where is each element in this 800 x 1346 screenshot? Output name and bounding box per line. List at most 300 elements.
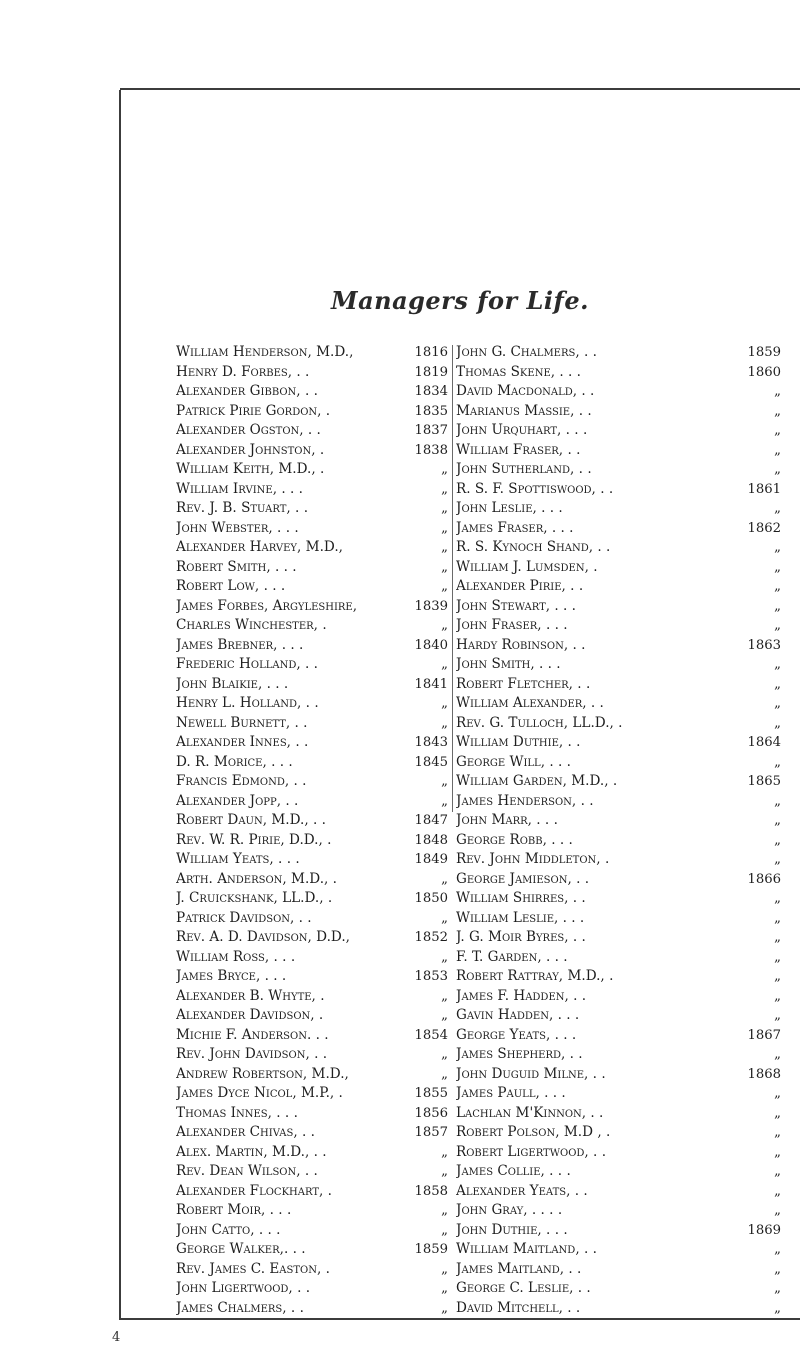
year-elected: „ <box>774 403 781 419</box>
year-elected: „ <box>774 1300 781 1316</box>
list-item <box>456 1201 781 1221</box>
year-elected: „ <box>441 774 448 789</box>
year-elected: „ <box>774 969 781 984</box>
page-title: Managers for Life. <box>331 286 589 315</box>
list-item <box>456 870 781 890</box>
manager-name: James Chalmers, . . <box>176 1299 304 1316</box>
year-elected: 1816 <box>414 345 448 360</box>
list-item <box>456 538 781 558</box>
list-item <box>456 909 781 929</box>
year-elected: 1845 <box>414 754 448 770</box>
list-item <box>176 792 448 812</box>
list-item <box>456 558 781 578</box>
year-elected: „ <box>774 813 781 828</box>
list-item <box>456 811 781 831</box>
manager-name: Frederic Holland, . . <box>176 656 318 672</box>
year-elected: 1867 <box>747 1027 781 1043</box>
year-elected: „ <box>774 1144 781 1160</box>
year-elected: „ <box>441 501 448 516</box>
manager-name: Andrew Robertson, M.D., <box>176 1065 349 1082</box>
year-elected: „ <box>441 910 448 926</box>
manager-name: Alexander Gibbon, . . <box>176 383 318 399</box>
list-item <box>176 675 448 695</box>
manager-name: Rev. J. B. Stuart, . . <box>176 500 309 516</box>
year-elected: „ <box>441 793 448 809</box>
list-item <box>176 1045 448 1065</box>
year-elected: „ <box>774 930 781 945</box>
list-item <box>176 714 448 734</box>
list-item <box>456 1104 781 1124</box>
list-item <box>176 753 448 773</box>
year-elected: „ <box>441 1222 448 1238</box>
manager-name: Michie F. Anderson. . . <box>176 1026 329 1043</box>
list-item <box>456 987 781 1007</box>
manager-name: John Gray, . . . . <box>456 1202 563 1218</box>
year-elected: „ <box>774 559 781 575</box>
manager-name: William Irvine, . . . <box>176 480 303 497</box>
manager-name: Marianus Massie, . . <box>456 402 592 419</box>
manager-name: Francis Edmond, . . <box>176 773 307 789</box>
manager-name: Robert Low, . . . <box>176 578 286 594</box>
manager-name: Henry L. Holland, . . <box>176 695 319 711</box>
year-elected: „ <box>774 384 781 399</box>
manager-name: James Bryce, . . . <box>176 968 287 984</box>
list-item <box>176 636 448 656</box>
manager-name: Rev. John Middleton, . <box>456 851 610 867</box>
year-elected: 1850 <box>414 891 448 906</box>
year-elected: „ <box>774 657 781 672</box>
manager-name: J. G. Moir Byres, . . <box>456 929 586 945</box>
year-elected: 1861 <box>747 481 781 497</box>
list-item <box>176 1006 448 1026</box>
list-item <box>456 519 781 539</box>
list-item <box>456 655 781 675</box>
list-item <box>456 577 781 597</box>
year-elected: 1857 <box>414 1125 448 1140</box>
list-item <box>176 1123 448 1143</box>
year-elected: 1868 <box>747 1066 781 1082</box>
list-item <box>176 733 448 753</box>
year-elected: „ <box>441 1281 448 1296</box>
list-item <box>456 1084 781 1104</box>
list-item <box>456 889 781 909</box>
list-item <box>176 1162 448 1182</box>
year-elected: „ <box>774 1047 781 1062</box>
year-elected: „ <box>441 540 448 555</box>
year-elected: „ <box>774 696 781 711</box>
manager-name: William Duthie, . . <box>456 734 581 750</box>
manager-name: William Henderson, M.D., <box>176 344 354 360</box>
list-item <box>176 928 448 948</box>
year-elected: „ <box>441 481 448 497</box>
list-item <box>176 1026 448 1046</box>
manager-name: Alexander Flockhart, . <box>176 1182 332 1199</box>
list-item <box>456 597 781 617</box>
year-elected: „ <box>441 559 448 575</box>
manager-name: Henry D. Forbes, . . <box>176 363 310 380</box>
manager-name: Robert Daun, M.D., . . <box>176 812 326 828</box>
manager-name: Alexander Davidson, . <box>176 1007 324 1023</box>
list-item <box>176 558 448 578</box>
year-elected: „ <box>774 754 781 770</box>
manager-name: Alexander Yeats, . . <box>456 1182 588 1199</box>
list-item <box>176 1299 448 1319</box>
manager-name: John Urquhart, . . . <box>456 422 588 438</box>
year-elected: 1847 <box>414 813 448 828</box>
year-elected: 1858 <box>414 1183 448 1199</box>
list-item <box>176 1143 448 1163</box>
list-item <box>456 382 781 402</box>
year-elected: „ <box>441 462 448 477</box>
manager-name: John Stewart, . . . <box>456 597 576 614</box>
list-item <box>176 850 448 870</box>
manager-name: Gavin Hadden, . . . <box>456 1007 580 1023</box>
year-elected: „ <box>774 1242 781 1257</box>
manager-name: Patrick Davidson, . . <box>176 909 312 926</box>
manager-name: R. S. F. Spottiswood, . . <box>456 480 614 497</box>
page-number: 4 <box>112 1330 121 1345</box>
manager-name: George Robb, . . . <box>456 831 573 848</box>
year-elected: 1865 <box>747 774 781 789</box>
year-elected: „ <box>441 1300 448 1316</box>
manager-name: Rev. A. D. Davidson, D.D., <box>176 929 350 945</box>
list-item <box>176 1240 448 1260</box>
manager-name: John Ligertwood, . . <box>176 1280 311 1296</box>
year-elected: „ <box>774 988 781 1004</box>
year-elected: „ <box>441 1008 448 1023</box>
list-item <box>176 538 448 558</box>
manager-name: John Catto, . . . <box>176 1221 281 1238</box>
year-elected: 1855 <box>414 1086 448 1101</box>
year-elected: 1869 <box>747 1222 781 1238</box>
list-item <box>176 889 448 909</box>
year-elected: „ <box>441 618 448 633</box>
list-item <box>176 1104 448 1124</box>
list-item <box>176 480 448 500</box>
manager-name: Robert Rattray, M.D., . <box>456 968 614 984</box>
manager-name: Robert Fletcher, . . <box>456 675 591 692</box>
year-elected: „ <box>441 1144 448 1160</box>
manager-name: George Walker,. . . <box>176 1241 306 1257</box>
left-rule <box>119 90 121 1320</box>
year-elected: „ <box>774 832 781 848</box>
manager-name: Charles Winchester, . <box>176 617 327 633</box>
year-elected: „ <box>774 423 781 438</box>
year-elected: „ <box>774 1164 781 1179</box>
year-elected: „ <box>774 1183 781 1199</box>
manager-name: James Collie, . . . <box>456 1163 571 1179</box>
list-item <box>456 402 781 422</box>
year-elected: „ <box>441 1047 448 1062</box>
manager-name: Rev. G. Tulloch, LL.D., . <box>456 714 623 731</box>
manager-name: John Smith, . . . <box>456 656 561 672</box>
list-item <box>456 499 781 519</box>
year-elected: „ <box>441 1203 448 1218</box>
list-item <box>176 460 448 480</box>
manager-name: John Marr, . . . <box>456 812 558 828</box>
manager-name: Alexander B. Whyte, . <box>176 987 325 1004</box>
manager-name: Hardy Robinson, . . <box>456 636 586 653</box>
manager-name: Patrick Pirie Gordon, . <box>176 402 331 419</box>
year-elected: „ <box>774 618 781 633</box>
list-item <box>176 870 448 890</box>
year-elected: „ <box>441 1066 448 1082</box>
manager-name: James Forbes, Argyleshire, <box>176 597 358 614</box>
year-elected: „ <box>774 1086 781 1101</box>
left-column <box>176 343 448 1318</box>
list-item <box>456 1182 781 1202</box>
list-item <box>456 616 781 636</box>
manager-name: Robert Moir, . . . <box>176 1202 292 1218</box>
list-item <box>456 1162 781 1182</box>
manager-name: John Duguid Milne, . . <box>456 1065 606 1082</box>
manager-name: Robert Ligertwood, . . <box>456 1143 607 1160</box>
year-elected: „ <box>441 1164 448 1179</box>
year-elected: 1853 <box>414 969 448 984</box>
list-item <box>176 577 448 597</box>
list-item <box>456 694 781 714</box>
list-item <box>456 636 781 656</box>
year-elected: „ <box>441 696 448 711</box>
list-item <box>456 480 781 500</box>
manager-name: James Henderson, . . <box>456 792 594 809</box>
manager-name: James Shepherd, . . <box>456 1046 583 1062</box>
list-item <box>176 597 448 617</box>
manager-name: James F. Hadden, . . <box>456 987 587 1004</box>
manager-name: Rev. Dean Wilson, . . <box>176 1163 318 1179</box>
list-item <box>176 967 448 987</box>
manager-name: James Brebner, . . . <box>176 636 304 653</box>
manager-name: Newell Burnett, . . <box>176 714 308 731</box>
year-elected: „ <box>441 949 448 965</box>
year-elected: 1837 <box>414 423 448 438</box>
list-item <box>176 343 448 363</box>
year-elected: „ <box>441 715 448 731</box>
year-elected: 1859 <box>414 1242 448 1257</box>
year-elected: „ <box>774 1105 781 1121</box>
column-divider <box>452 345 453 812</box>
manager-name: William Maitland, . . <box>456 1241 597 1257</box>
manager-name: James Paull, . . . <box>456 1085 566 1101</box>
list-item <box>456 714 781 734</box>
list-item <box>176 499 448 519</box>
year-elected: 1852 <box>414 930 448 945</box>
list-item <box>176 811 448 831</box>
list-item <box>176 382 448 402</box>
year-elected: 1866 <box>747 871 781 887</box>
list-item <box>456 1240 781 1260</box>
year-elected: „ <box>774 891 781 906</box>
manager-name: William Alexander, . . <box>456 695 604 711</box>
year-elected: „ <box>774 540 781 555</box>
manager-name: Alexander Innes, . . <box>176 734 309 750</box>
list-item <box>176 1279 448 1299</box>
manager-name: John Fraser, . . . <box>456 617 568 633</box>
manager-name: R. S. Kynoch Shand, . . <box>456 539 611 555</box>
list-item <box>176 441 448 461</box>
list-item <box>456 1143 781 1163</box>
manager-name: George C. Leslie, . . <box>456 1280 591 1296</box>
list-item <box>456 792 781 812</box>
year-elected: 1841 <box>414 676 448 692</box>
year-elected: „ <box>774 715 781 731</box>
manager-name: William Leslie, . . . <box>456 909 585 926</box>
list-item <box>456 460 781 480</box>
list-item <box>176 987 448 1007</box>
list-item <box>176 948 448 968</box>
manager-name: William Shirres, . . <box>456 890 586 906</box>
year-elected: „ <box>774 598 781 614</box>
year-elected: „ <box>441 579 448 594</box>
list-item <box>456 343 781 363</box>
manager-name: George Jamieson, . . <box>456 870 590 887</box>
year-elected: 1863 <box>747 637 781 653</box>
year-elected: „ <box>774 1261 781 1277</box>
list-item <box>176 1182 448 1202</box>
list-item <box>176 1260 448 1280</box>
list-item <box>456 1026 781 1046</box>
list-item <box>176 1084 448 1104</box>
manager-name: Alexander Harvey, M.D., <box>176 539 343 555</box>
manager-name: Thomas Innes, . . . <box>176 1104 298 1121</box>
list-item <box>456 1006 781 1026</box>
list-item <box>176 1201 448 1221</box>
manager-name: Alex. Martin, M.D., . . <box>176 1143 327 1160</box>
manager-name: William Keith, M.D., . <box>176 461 325 477</box>
list-item <box>456 831 781 851</box>
list-item <box>456 1065 781 1085</box>
list-item <box>176 1221 448 1241</box>
year-elected: 1839 <box>414 598 448 614</box>
manager-name: John Leslie, . . . <box>456 500 563 516</box>
year-elected: 1854 <box>414 1027 448 1043</box>
manager-name: Alexander Chivas, . . <box>176 1124 315 1140</box>
manager-name: Lachlan M'Kinnon, . . <box>456 1104 604 1121</box>
year-elected: „ <box>774 462 781 477</box>
list-item <box>176 831 448 851</box>
manager-name: John G. Chalmers, . . <box>456 344 597 360</box>
manager-name: Alexander Johnston, . <box>176 441 325 458</box>
list-item <box>176 616 448 636</box>
year-elected: „ <box>774 1008 781 1023</box>
year-elected: „ <box>774 1281 781 1296</box>
year-elected: „ <box>441 1261 448 1277</box>
list-item <box>456 1123 781 1143</box>
manager-name: James Maitland, . . <box>456 1260 582 1277</box>
year-elected: „ <box>774 1203 781 1218</box>
list-item <box>176 1065 448 1085</box>
manager-name: John Webster, . . . <box>176 519 299 536</box>
manager-name: J. Cruickshank, LL.D., . <box>176 890 333 906</box>
list-item <box>456 1279 781 1299</box>
year-elected: „ <box>441 520 448 536</box>
manager-name: Rev. John Davidson, . . <box>176 1046 328 1062</box>
year-elected: 1819 <box>414 364 448 380</box>
list-item <box>176 402 448 422</box>
list-item <box>456 675 781 695</box>
year-elected: 1838 <box>414 442 448 458</box>
manager-name: Rev. W. R. Pirie, D.D., . <box>176 831 332 848</box>
manager-name: William Yeats, . . . <box>176 851 300 867</box>
list-item <box>456 1221 781 1241</box>
manager-name: Robert Polson, M.D , . <box>456 1124 611 1140</box>
manager-name: John Duthie, . . . <box>456 1221 568 1238</box>
year-elected: „ <box>441 871 448 887</box>
bottom-rule <box>120 1318 800 1320</box>
manager-name: Rev. James C. Easton, . <box>176 1260 330 1277</box>
list-item <box>176 363 448 383</box>
manager-name: Alexander Ogston, . . <box>176 422 321 438</box>
year-elected: „ <box>774 1125 781 1140</box>
year-elected: 1840 <box>414 637 448 653</box>
year-elected: „ <box>441 657 448 672</box>
list-item <box>456 363 781 383</box>
year-elected: 1849 <box>414 852 448 867</box>
manager-name: F. T. Garden, . . . <box>456 948 568 965</box>
year-elected: „ <box>774 793 781 809</box>
list-item <box>456 1260 781 1280</box>
year-elected: „ <box>774 852 781 867</box>
year-elected: „ <box>774 676 781 692</box>
year-elected: 1864 <box>747 735 781 750</box>
year-elected: 1859 <box>747 345 781 360</box>
manager-name: George Yeats, . . . <box>456 1026 577 1043</box>
manager-name: John Blaikie, . . . <box>176 675 289 692</box>
top-rule <box>120 88 800 90</box>
manager-name: James Fraser, . . . <box>456 519 574 536</box>
year-elected: 1843 <box>414 735 448 750</box>
manager-name: Alexander Jopp, . . <box>176 792 299 809</box>
right-column <box>456 343 781 1318</box>
manager-name: Thomas Skene, . . . <box>456 363 581 380</box>
year-elected: „ <box>441 988 448 1004</box>
year-elected: 1860 <box>747 364 781 380</box>
list-item <box>456 850 781 870</box>
year-elected: 1835 <box>414 403 448 419</box>
year-elected: „ <box>774 501 781 516</box>
manager-name: William J. Lumsden, . <box>456 558 598 575</box>
list-item <box>456 928 781 948</box>
manager-name: David Macdonald, . . <box>456 383 595 399</box>
list-item <box>456 772 781 792</box>
manager-name: William Garden, M.D., . <box>456 773 618 789</box>
year-elected: 1862 <box>747 520 781 536</box>
year-elected: 1834 <box>414 384 448 399</box>
year-elected: 1856 <box>414 1105 448 1121</box>
year-elected: „ <box>774 949 781 965</box>
list-item <box>456 1299 781 1319</box>
manager-name: Alexander Pirie, . . <box>456 578 584 594</box>
manager-name: John Sutherland, . . <box>456 461 592 477</box>
list-item <box>456 733 781 753</box>
list-item <box>176 421 448 441</box>
list-item <box>176 772 448 792</box>
list-item <box>456 753 781 773</box>
year-elected: „ <box>774 442 781 458</box>
list-item <box>176 909 448 929</box>
year-elected: „ <box>774 579 781 594</box>
list-item <box>176 519 448 539</box>
list-item <box>456 1045 781 1065</box>
year-elected: „ <box>774 910 781 926</box>
list-item <box>176 655 448 675</box>
list-item <box>456 967 781 987</box>
manager-name: William Ross, . . . <box>176 948 296 965</box>
manager-name: D. R. Morice, . . . <box>176 753 293 770</box>
manager-name: George Will, . . . <box>456 753 571 770</box>
manager-name: Robert Smith, . . . <box>176 558 297 575</box>
list-item <box>456 421 781 441</box>
